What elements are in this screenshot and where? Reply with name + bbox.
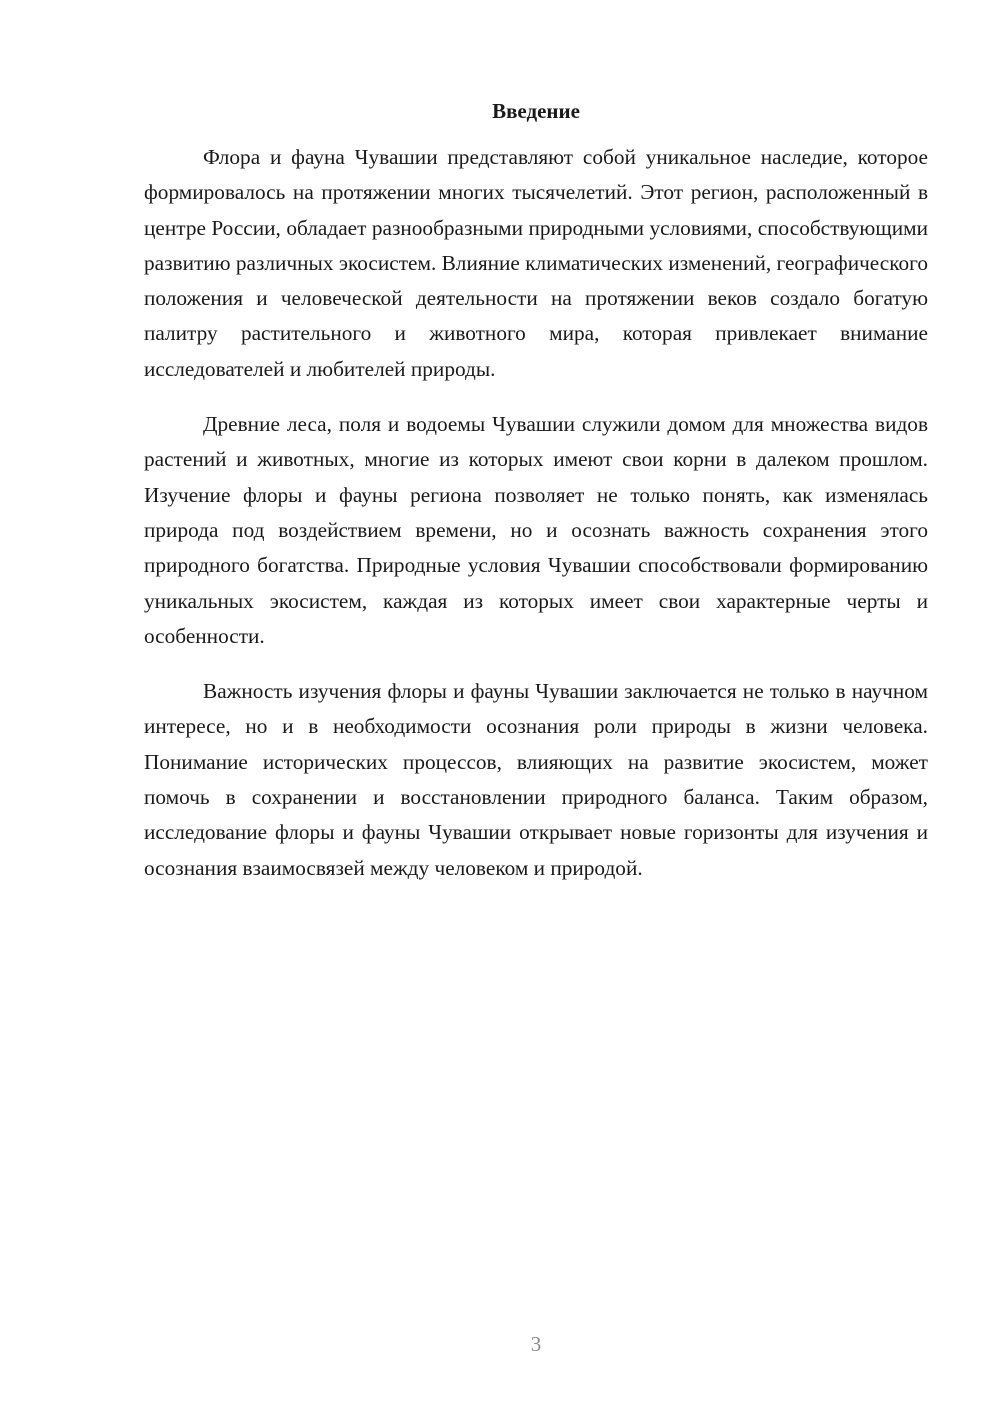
section-title: Введение xyxy=(492,99,580,123)
page-content xyxy=(144,96,928,906)
page-number: 3 xyxy=(530,1332,542,1356)
paragraph-3: Важность изучения флоры и фауны Чувашии заключается не только в научном интересе, но и в необходимости осознания роли природы в жизни человека. Понимание исторических процессов, влияющих на развитие экосистем, может помочь в сохранении и восстановлении природного баланса. Таким образом, исследование флоры и фауны Чувашии открывает новые горизонты для изучения и осознания взаимосвязей между человеком и природой. xyxy=(144,679,928,880)
paragraph-2: Древние леса, поля и водоемы Чувашии служили домом для множества видов растений и животных, многие из которых имеют свои корни в далеком прошлом. Изучение флоры и фауны региона позволяет не только понять, как изменялась природа под воздействием времени, но и осознать важность сохранения этого природного богатства. Природные условия Чувашии способствовали формированию уникальных экосистем, каждая из которых имеет свои характерные черты и особенности. xyxy=(144,412,928,648)
paragraph-1: Флора и фауна Чувашии представляют собой уникальное наследие, которое формировалось на протяжении многих тысячелетий. Этот регион, расположенный в центре России, обладает разнообразными природными условиями, способствующими развитию различных экосистем. Влияние климатических изменений, географического положения и человеческой деятельности на протяжении веков создало богатую палитру растительного и животного мира, которая привлекает внимание исследователей и любителей природы. xyxy=(144,145,929,381)
